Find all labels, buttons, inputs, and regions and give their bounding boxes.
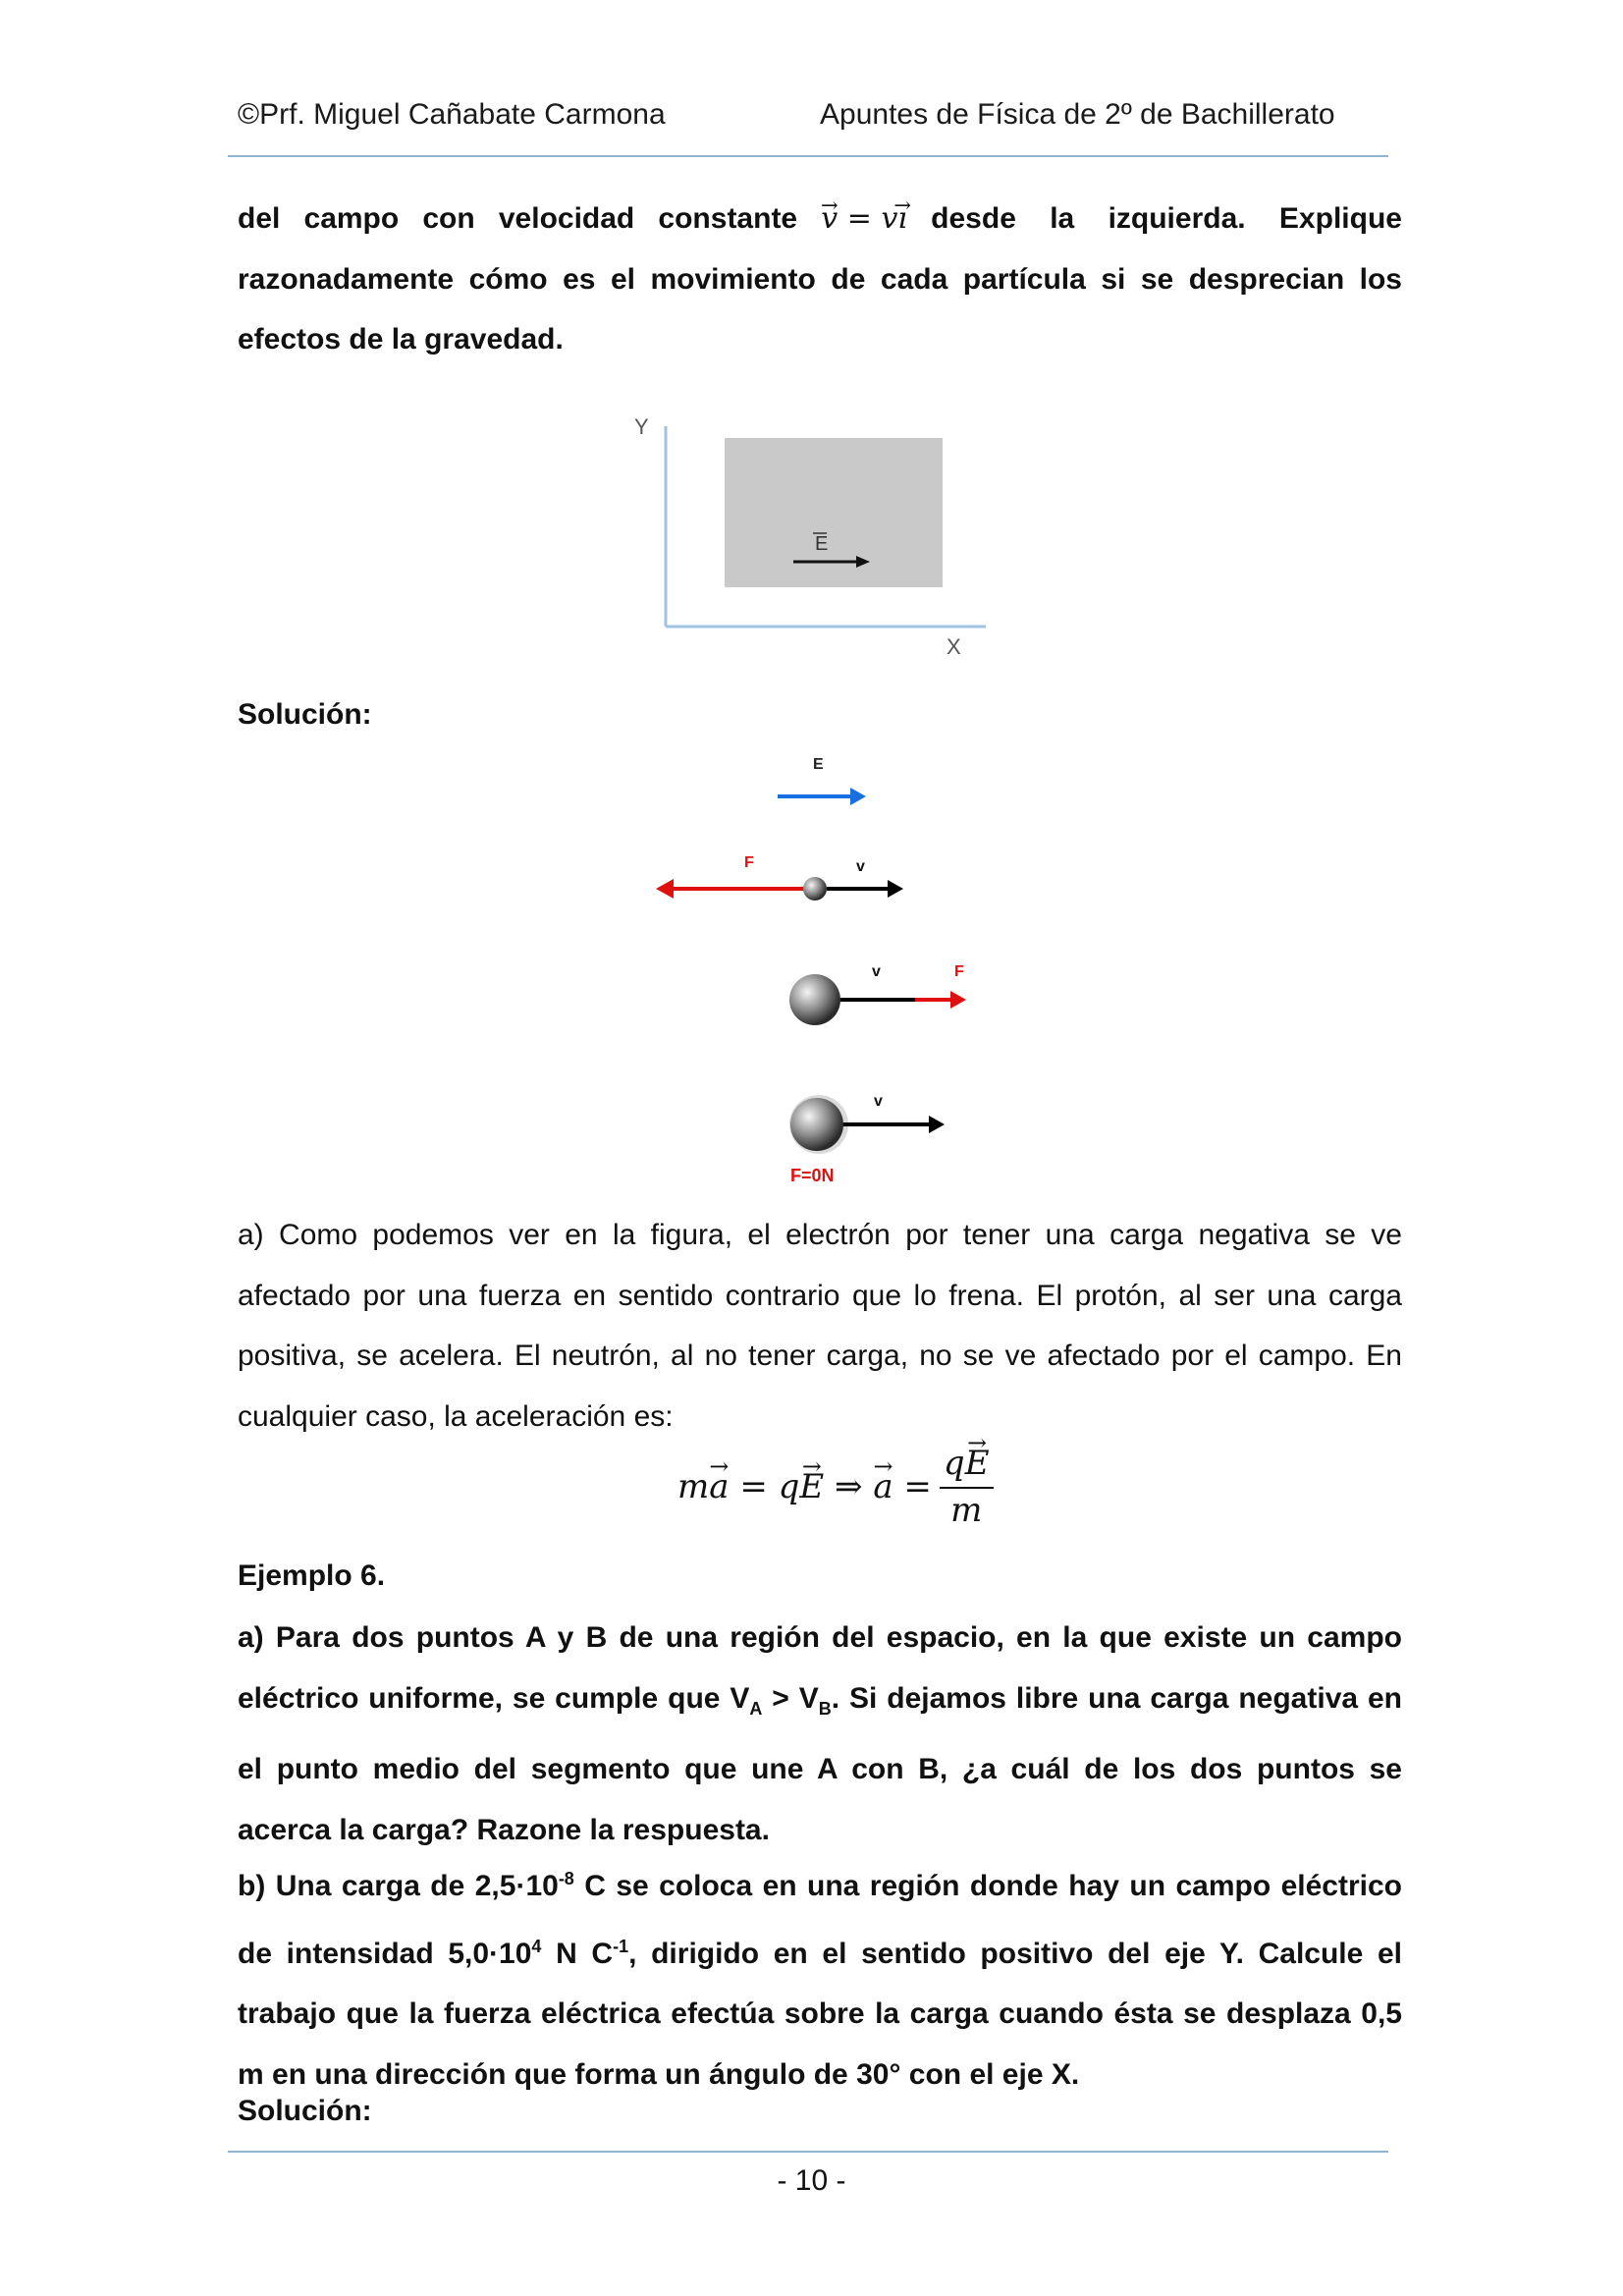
solution-label: Solución: (238, 698, 372, 731)
electron-velocity-label: v (856, 858, 865, 875)
intro-word: campo (303, 202, 400, 235)
field-region (725, 438, 943, 587)
answer-a: a) Como podemos ver en la figura, el electrón por tener una carga negativa se ve afectado por una fuerza en sentido contrario que lo frena. El protón, al ser una carga positiva, se acelera. El neutrón, al no tener carga, no se ve afectado por el campo. En cualquier caso, la aceleración es: (238, 1219, 1402, 1433)
neutron-zero-force-label: F=0N (790, 1166, 835, 1185)
electron-force-arrow-head (656, 879, 674, 899)
particles-figure (648, 741, 982, 1193)
part-b-text: b) Una carga de 2,5·10 (238, 1870, 559, 1902)
proton-force-arrow-head (950, 991, 966, 1009)
e-label: E (813, 756, 824, 773)
part-a-text: a) Para dos puntos A y B de una región del espacio, en la que existe un campo eléctrico uniforme, se cumple que V (238, 1621, 1402, 1715)
exponent: -1 (613, 1936, 629, 1956)
e-arrow-head (850, 788, 866, 805)
subscript-b: B (818, 1698, 832, 1719)
intro-paragraph (238, 189, 1402, 370)
velocity-equation: → v = v→ ı (821, 189, 907, 249)
subscript-a: A (749, 1698, 763, 1719)
neutron-velocity-label: v (874, 1093, 883, 1110)
example-part-b (238, 1849, 1402, 2105)
field-label: E (815, 533, 829, 555)
header-author: ©Prf. Miguel Cañabate Carmona (238, 98, 666, 131)
electron-velocity-arrow-head (888, 880, 903, 898)
part-a-text: > V (762, 1681, 819, 1715)
exponent: 4 (531, 1936, 542, 1956)
neutron (790, 1098, 843, 1151)
neutron-velocity-arrow-head (929, 1116, 945, 1133)
electron-force-label: F (744, 854, 754, 871)
y-axis-label: Y (634, 414, 649, 439)
x-axis-label: X (947, 634, 961, 659)
formula-fraction: $\frac{q\to E}{m}$ (940, 1444, 994, 1530)
field-region-figure (628, 412, 1001, 668)
proton (789, 974, 840, 1025)
header-course: Apuntes de Física de 2º de Bachillerato (820, 98, 1335, 131)
footer-rule (228, 2151, 1388, 2153)
intro-word: constante (658, 202, 798, 235)
part-b-text: N C (541, 1937, 614, 1970)
page-number: - 10 - (777, 2164, 846, 2197)
electron (803, 877, 827, 901)
header-rule (228, 155, 1388, 157)
solution-label-2: Solución: (238, 2095, 372, 2127)
acceleration-formula: m→ a = q→ E ⇒ → a = $\frac{q\to E}{m}$ (677, 1444, 994, 1530)
intro-word: del (238, 202, 281, 235)
intro-word: desde la izquierda. Explique (931, 202, 1402, 235)
part-b-text: , dirigido en el sentido positivo del eje Y. Calcule el trabajo que la fuerza eléctrica efectúa sobre la carga cuando ésta se desplaza 0,5 m en una dirección que forma un ángulo de 30° con el eje X. (238, 1937, 1402, 2091)
intro-rest: razonadamente cómo es el movimiento de cada partícula si se desprecian los efectos de la gravedad. (238, 262, 1402, 355)
example-title: Ejemplo 6. (238, 1559, 386, 1592)
part-a-text: . Si dejamos libre una carga negativa en el punto medio del segmento que une A con B, ¿a cuál de los dos puntos se acerca la carga? Razone la respuesta. (238, 1681, 1402, 1846)
proton-velocity-label: v (872, 963, 881, 980)
exponent: -8 (558, 1869, 574, 1888)
intro-first-line (238, 189, 1402, 249)
intro-word: con (422, 202, 475, 235)
example-part-a (238, 1608, 1402, 1860)
part-b-text: C se coloca en una región donde hay un campo eléctrico de intensidad 5,0·10 (238, 1870, 1402, 1970)
intro-word: velocidad (498, 202, 635, 235)
proton-force-label: F (954, 963, 964, 980)
